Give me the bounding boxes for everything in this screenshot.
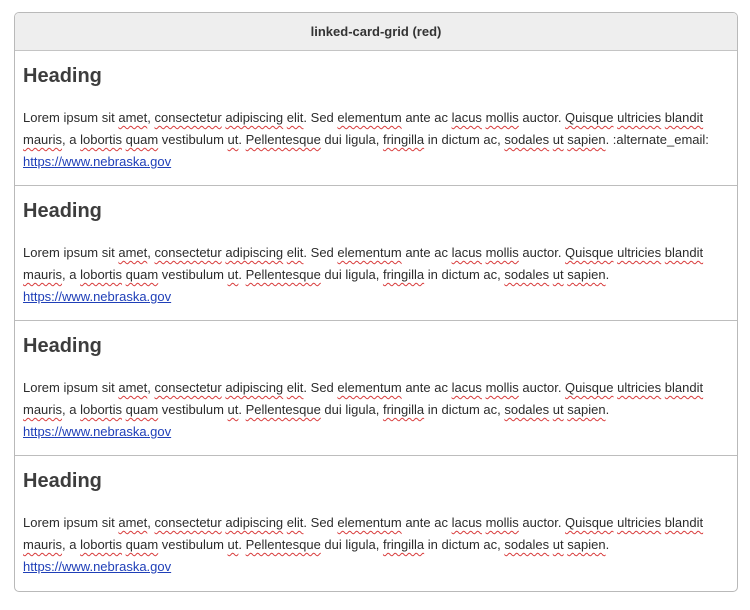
card-link[interactable]: https://www.nebraska.gov [23,559,172,574]
body-text: dui ligula, [320,267,383,282]
misspelled-word: mollis [485,380,519,395]
misspelled-word: elit [286,515,304,530]
misspelled-word: blandit [664,380,704,395]
misspelled-word: fringilla [382,537,425,552]
misspelled-word: lacus [451,245,482,260]
body-text: . [238,267,246,282]
misspelled-word: lobortis [80,267,123,282]
card-link[interactable]: https://www.nebraska.gov [23,154,172,169]
table-header [15,13,737,51]
misspelled-word: quam [125,537,159,552]
body-text: vestibulum [158,132,228,147]
misspelled-word: amet [118,380,148,395]
misspelled-word: sodales [504,537,550,552]
body-text: Lorem ipsum sit [23,245,119,260]
misspelled-word: mauris [23,537,63,552]
body-text: dui ligula, [320,537,383,552]
misspelled-word: mauris [23,267,63,282]
misspelled-word: quam [125,402,159,417]
misspelled-word: mollis [485,245,519,260]
body-text: . Sed [303,515,338,530]
misspelled-word: quam [125,132,159,147]
misspelled-word: elementum [337,380,402,395]
card-body [23,512,729,556]
misspelled-word: sapien [567,267,606,282]
misspelled-word: fringilla [382,267,425,282]
misspelled-word: ut [552,132,564,147]
body-text: , [147,245,155,260]
body-text: . [605,537,610,552]
misspelled-word: ut [552,537,564,552]
misspelled-word: elit [286,245,304,260]
body-text: Lorem ipsum sit [23,380,119,395]
misspelled-word: ultricies [617,380,662,395]
misspelled-word: fringilla [382,132,425,147]
misspelled-word: adipiscing [225,110,284,125]
body-text: vestibulum [158,267,228,282]
misspelled-word: sapien [567,132,606,147]
misspelled-word: sapien [567,537,606,552]
misspelled-word: consectetur [154,515,222,530]
body-text: . Sed [303,245,338,260]
card-body [23,107,729,151]
body-text: vestibulum [158,402,228,417]
misspelled-word: ut [552,402,564,417]
misspelled-word: ut [227,267,239,282]
body-text: dui ligula, [320,402,383,417]
misspelled-word: ut [552,267,564,282]
body-text: , a [62,267,81,282]
misspelled-word: ut [227,132,239,147]
misspelled-word: elit [286,380,304,395]
misspelled-word: consectetur [154,380,222,395]
misspelled-word: Pellentesque [245,537,321,552]
card-link[interactable]: https://www.nebraska.gov [23,424,172,439]
body-text: ante ac [401,245,452,260]
card-heading: Heading [23,200,102,222]
misspelled-word: sodales [504,132,550,147]
card-heading: Heading [23,65,102,87]
card-body [23,242,729,286]
misspelled-word: lacus [451,380,482,395]
body-text: , a [62,132,81,147]
misspelled-word: Quisque [565,110,614,125]
body-text: , [147,380,155,395]
misspelled-word: mollis [485,515,519,530]
body-text: Lorem ipsum sit [23,110,119,125]
misspelled-word: ut [227,537,239,552]
body-text: Lorem ipsum sit [23,515,119,530]
misspelled-word: adipiscing [225,380,284,395]
misspelled-word: quam [125,267,159,282]
linked-card [15,456,737,591]
misspelled-word: elementum [337,515,402,530]
misspelled-word: amet [118,515,148,530]
misspelled-word: ultricies [617,515,662,530]
linked-card-grid-table [14,12,738,592]
misspelled-word: blandit [664,110,704,125]
misspelled-word: fringilla [382,402,425,417]
misspelled-word: lobortis [80,402,123,417]
misspelled-word: Quisque [565,245,614,260]
body-text: , a [62,537,81,552]
card-link[interactable]: https://www.nebraska.gov [23,289,172,304]
body-text: . [605,402,610,417]
body-text: in dictum ac, [424,267,505,282]
misspelled-word: ultricies [617,110,662,125]
misspelled-word: lobortis [80,132,123,147]
card-body [23,377,729,421]
body-text: auctor. [518,515,566,530]
body-text: . Sed [303,110,338,125]
body-text: . [605,267,610,282]
body-text: . :alternate_email: [605,132,709,147]
linked-card [15,321,737,456]
body-text: auctor. [518,110,566,125]
linked-card [15,186,737,321]
body-text: , [147,515,155,530]
linked-card [15,51,737,186]
card-heading: Heading [23,470,102,492]
body-text: vestibulum [158,537,228,552]
table-title: linked-card-grid (red) [310,24,442,39]
misspelled-word: lobortis [80,537,123,552]
body-text: dui ligula, [320,132,383,147]
misspelled-word: Pellentesque [245,267,321,282]
misspelled-word: elit [286,110,304,125]
body-text: . [238,132,246,147]
body-text: ante ac [401,380,452,395]
misspelled-word: Quisque [565,380,614,395]
body-text: auctor. [518,245,566,260]
body-text: , a [62,402,81,417]
misspelled-word: Quisque [565,515,614,530]
misspelled-word: lacus [451,515,482,530]
misspelled-word: ultricies [617,245,662,260]
body-text: , [147,110,155,125]
misspelled-word: mauris [23,402,63,417]
misspelled-word: ut [227,402,239,417]
body-text: . [238,537,246,552]
misspelled-word: consectetur [154,110,222,125]
misspelled-word: lacus [451,110,482,125]
misspelled-word: blandit [664,515,704,530]
misspelled-word: amet [118,110,148,125]
body-text: auctor. [518,380,566,395]
misspelled-word: sodales [504,402,550,417]
misspelled-word: consectetur [154,245,222,260]
misspelled-word: sapien [567,402,606,417]
misspelled-word: elementum [337,245,402,260]
misspelled-word: elementum [337,110,402,125]
misspelled-word: adipiscing [225,245,284,260]
misspelled-word: sodales [504,267,550,282]
body-text: in dictum ac, [424,402,505,417]
misspelled-word: amet [118,245,148,260]
misspelled-word: blandit [664,245,704,260]
card-heading: Heading [23,335,102,357]
misspelled-word: mollis [485,110,519,125]
body-text: . [238,402,246,417]
misspelled-word: Pellentesque [245,402,321,417]
misspelled-word: Pellentesque [245,132,321,147]
misspelled-word: adipiscing [225,515,284,530]
body-text: ante ac [401,515,452,530]
body-text: . Sed [303,380,338,395]
body-text: in dictum ac, [424,537,505,552]
body-text: in dictum ac, [424,132,505,147]
body-text: ante ac [401,110,452,125]
misspelled-word: mauris [23,132,63,147]
